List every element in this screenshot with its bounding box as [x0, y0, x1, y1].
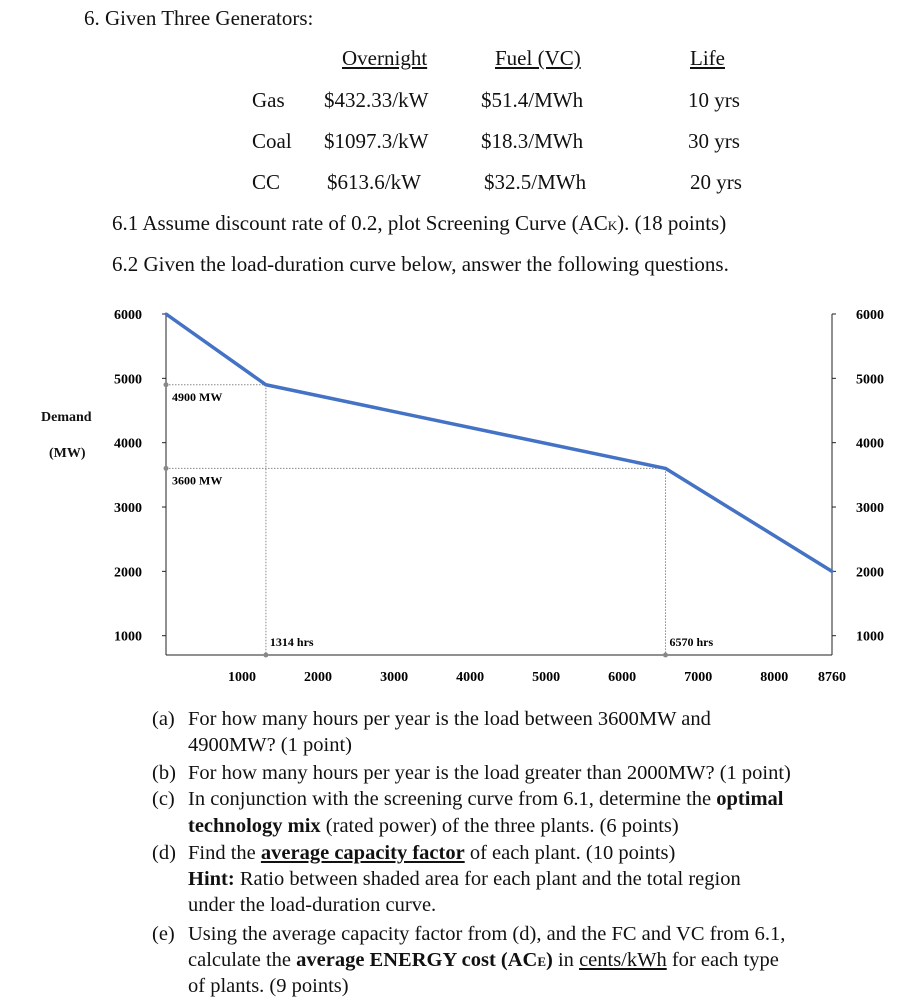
question-a-cont: 4900MW? (1 point): [188, 734, 352, 756]
row-cc-fuel: $32.5/MWh: [484, 170, 587, 194]
question-d: [152, 840, 675, 866]
left-tick-label: 4000: [114, 436, 142, 452]
question-c-cont: [188, 813, 679, 839]
row-coal-name: Coal: [252, 129, 292, 153]
question-e-paren: ): [546, 949, 553, 971]
x-tick-label: 8000: [760, 670, 789, 685]
x-tick-label: 2000: [304, 670, 333, 685]
y-axis-label-demand: Demand: [41, 410, 92, 425]
y-axis-label-unit: (MW): [49, 446, 86, 461]
curve-point: [165, 313, 168, 316]
question-c-bold-mix: technology mix: [188, 815, 321, 837]
row-coal-fuel: $18.3/MWh: [481, 129, 584, 153]
question-a-line1: For how many hours per year is the load between 3600MW and: [188, 708, 711, 730]
right-tick-label: 2000: [856, 565, 884, 581]
question-e-line2d: in: [552, 949, 580, 971]
row-gas-life: 10 yrs: [688, 88, 740, 112]
question-e-bold-energy-cost: average ENERGY cost (AC: [296, 949, 538, 971]
left-tick-label: 1000: [114, 629, 142, 645]
question-a-label: (a): [152, 708, 175, 730]
question-c-line2: (rated power) of the three plants. (6 points): [320, 815, 679, 837]
question-e-line2f: for each type: [666, 949, 779, 971]
row-coal-overnight: $1097.3/kW: [324, 129, 429, 153]
question-d-label: (d): [152, 842, 176, 864]
question-b-line1: For how many hours per year is the load greater than 2000MW? (1 point): [188, 762, 791, 784]
guide-endpoint: [164, 466, 169, 471]
right-tick-label: 4000: [856, 436, 884, 452]
question-a: [152, 706, 711, 732]
x-tick-label: 6000: [608, 670, 637, 685]
row-gas-fuel: $51.4/MWh: [481, 88, 584, 112]
question-6-1-tail: ). (18 points): [617, 211, 727, 235]
question-e-cont2: of plants. (9 points): [188, 975, 349, 997]
curve-point: [264, 383, 267, 386]
guide-endpoint: [164, 382, 169, 387]
question-d-line1c: of each plant. (10 points): [464, 842, 676, 864]
x-tick-label: 5000: [532, 670, 561, 685]
annotation-label: 6570 hrs: [669, 635, 714, 649]
annotation-label: 3600 MW: [172, 473, 223, 488]
row-cc-name: CC: [252, 170, 281, 194]
hint-label: Hint:: [188, 868, 235, 890]
guide-endpoint: [663, 653, 668, 658]
right-tick-label: 6000: [856, 308, 884, 323]
row-gas-name: Gas: [252, 88, 285, 112]
question-6-1-subscript: K: [607, 218, 618, 233]
question-e-unit: cents/kWh: [579, 949, 667, 971]
row-coal-life: 30 yrs: [688, 129, 740, 153]
x-tick-label: 8760: [818, 670, 846, 685]
question-e-cont: [188, 947, 779, 975]
question-c-label: (c): [152, 788, 175, 810]
question-c: [152, 786, 783, 812]
right-tick-label: 5000: [856, 372, 884, 388]
header-fuel: Fuel (VC): [495, 46, 581, 70]
question-c-bold-optimal: optimal: [716, 788, 784, 810]
question-d-hint: [188, 866, 741, 892]
annotation-label: 1314 hrs: [269, 635, 314, 649]
x-tick-label: 3000: [380, 670, 409, 685]
question-b-label: (b): [152, 762, 176, 784]
question-d-line1a: Find the: [188, 842, 261, 864]
question-e-label: (e): [152, 923, 175, 945]
header-life: Life: [690, 46, 725, 70]
left-tick-label: 2000: [114, 565, 142, 581]
curve-point: [664, 467, 667, 470]
row-cc-life: 20 yrs: [690, 170, 742, 194]
guide-endpoint: [263, 653, 268, 658]
curve-point: [831, 570, 834, 573]
question-6-1-text: 6.1 Assume discount rate of 0.2, plot Screening Curve (AC: [112, 211, 608, 235]
question-e-subscript: E: [537, 954, 547, 969]
left-tick-label: 5000: [114, 372, 142, 388]
annotation-label: 4900 MW: [172, 389, 223, 404]
x-tick-label: 7000: [684, 670, 713, 685]
left-tick-label: 6000: [114, 308, 142, 323]
left-tick-label: 3000: [114, 501, 142, 517]
x-tick-label: 1000: [228, 670, 257, 685]
question-6-2: 6.2 Given the load-duration curve below, answer the following questions.: [112, 252, 729, 276]
question-b: [152, 760, 791, 786]
question-d-hint-cont: under the load-duration curve.: [188, 894, 437, 916]
row-cc-overnight: $613.6/kW: [327, 170, 421, 194]
row-gas-overnight: $432.33/kW: [324, 88, 429, 112]
question-e: [152, 921, 785, 947]
question-c-line1: In conjunction with the screening curve from 6.1, determine the: [188, 788, 717, 810]
question-d-bold-capacity-factor: average capacity factor: [260, 842, 465, 864]
problem-title: 6. Given Three Generators:: [84, 6, 314, 30]
right-tick-label: 1000: [856, 629, 884, 645]
question-e-line2a: calculate the: [188, 949, 297, 971]
hint-text: Ratio between shaded area for each plant and the total region: [234, 868, 741, 890]
x-tick-label: 4000: [456, 670, 485, 685]
header-overnight: Overnight: [342, 46, 428, 70]
question-e-line1: Using the average capacity factor from (d), and the FC and VC from 6.1,: [188, 923, 786, 945]
right-tick-label: 3000: [856, 501, 884, 517]
